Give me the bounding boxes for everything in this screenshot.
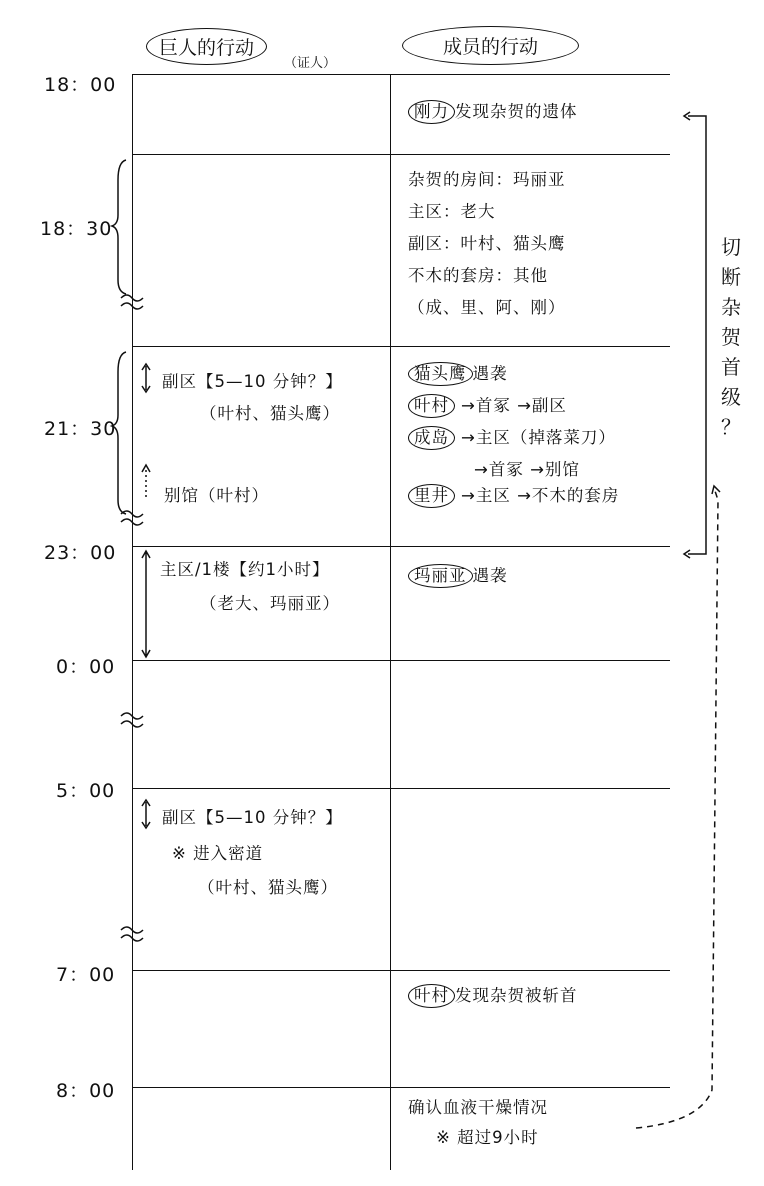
header-witness: （证人） xyxy=(284,56,337,71)
right-block-3-row1 xyxy=(408,360,508,386)
right-block-4 xyxy=(408,562,508,588)
right-block-5-text: 发现杂贺被斩首 xyxy=(455,986,578,1005)
side-note-char: 杂 xyxy=(721,295,741,319)
right-block-4-text: 遇袭 xyxy=(472,566,508,585)
right-block-2-line3: 副区：叶村、猫头鹰 xyxy=(408,234,566,253)
header-members-label: 成员的行动 xyxy=(443,36,539,58)
side-note-char: 贺 xyxy=(721,325,741,349)
right-block-2-line1: 杂贺的房间：玛丽亚 xyxy=(408,170,566,189)
right-block-1-text: 发现杂贺的遗体 xyxy=(455,102,578,121)
person-circle: 成岛 xyxy=(408,426,455,450)
person-circle: 刚力 xyxy=(408,100,455,124)
time-label-2130: 21：30 xyxy=(44,418,117,440)
left-block-4-line2: ※ 进入密道 xyxy=(172,844,264,863)
dashed-connector xyxy=(636,488,718,1128)
right-block-2-line4: 不木的套房：其他 xyxy=(408,266,548,285)
person-circle: 叶村 xyxy=(408,394,455,418)
side-bracket xyxy=(688,116,706,554)
time-label-2300: 23：00 xyxy=(44,542,117,564)
person-circle: 猫头鹰 xyxy=(408,362,473,386)
brace-1830 xyxy=(112,160,126,294)
break-mark-4 xyxy=(121,927,143,941)
left-block-3-line2: （老大、玛丽亚） xyxy=(200,594,340,613)
duration-arrow-4 xyxy=(142,800,150,828)
time-label-0000: 0：00 xyxy=(56,656,116,678)
time-label-0700: 7：00 xyxy=(56,964,116,986)
left-block-4-line3: （叶村、猫头鹰） xyxy=(198,878,338,897)
side-note-char: 断 xyxy=(721,265,741,289)
person-circle: 叶村 xyxy=(408,984,455,1008)
right-block-3-row2-text: →首冢 →副区 xyxy=(461,396,567,415)
left-block-3-line1: 主区/1楼【约1小时】 xyxy=(160,560,330,579)
break-mark-3 xyxy=(121,713,143,727)
right-block-3-row1-text: 遇袭 xyxy=(472,364,508,383)
left-block-2-line1: 别馆（叶村） xyxy=(164,486,269,505)
person-circle: 玛丽亚 xyxy=(408,564,473,588)
right-block-3-row3 xyxy=(408,424,616,450)
duration-arrow-1 xyxy=(142,364,150,392)
right-block-5 xyxy=(408,982,578,1008)
right-block-3-row4 xyxy=(408,482,619,508)
side-note-char: 首 xyxy=(721,355,741,379)
time-label-1830: 18：30 xyxy=(40,218,113,240)
left-block-1-line1: 副区【5—10 分钟？】 xyxy=(162,372,343,391)
right-block-2-line5: （成、里、阿、刚） xyxy=(408,298,566,317)
side-note xyxy=(716,232,746,442)
right-block-3-row3b: →首冢 →别馆 xyxy=(474,460,580,479)
right-block-3-row2 xyxy=(408,392,567,418)
right-block-6-line2: ※ 超过9小时 xyxy=(436,1128,539,1147)
duration-arrow-3 xyxy=(142,551,150,657)
side-note-char: 切 xyxy=(721,235,741,259)
right-block-6-line1: 确认血液干燥情况 xyxy=(408,1098,548,1117)
header-giant-label: 巨人的行动 xyxy=(159,37,255,59)
time-label-1800: 18：00 xyxy=(44,74,117,96)
right-block-1 xyxy=(408,98,578,124)
left-block-1-line2: （叶村、猫头鹰） xyxy=(200,404,340,423)
side-note-char: 级 xyxy=(721,385,741,409)
time-label-0800: 8：00 xyxy=(56,1080,116,1102)
right-block-3-row3-text: →主区（掉落菜刀） xyxy=(461,428,616,447)
left-block-4-line1: 副区【5—10 分钟？】 xyxy=(162,808,343,827)
break-mark-1 xyxy=(121,295,143,309)
time-label-0500: 5：00 xyxy=(56,780,116,802)
brace-2130 xyxy=(112,352,126,514)
side-note-char: ？ xyxy=(721,415,741,439)
person-circle: 里井 xyxy=(408,484,455,508)
right-block-3-row4-text: →主区 →不木的套房 xyxy=(461,486,620,505)
right-block-2-line2: 主区：老大 xyxy=(408,202,496,221)
